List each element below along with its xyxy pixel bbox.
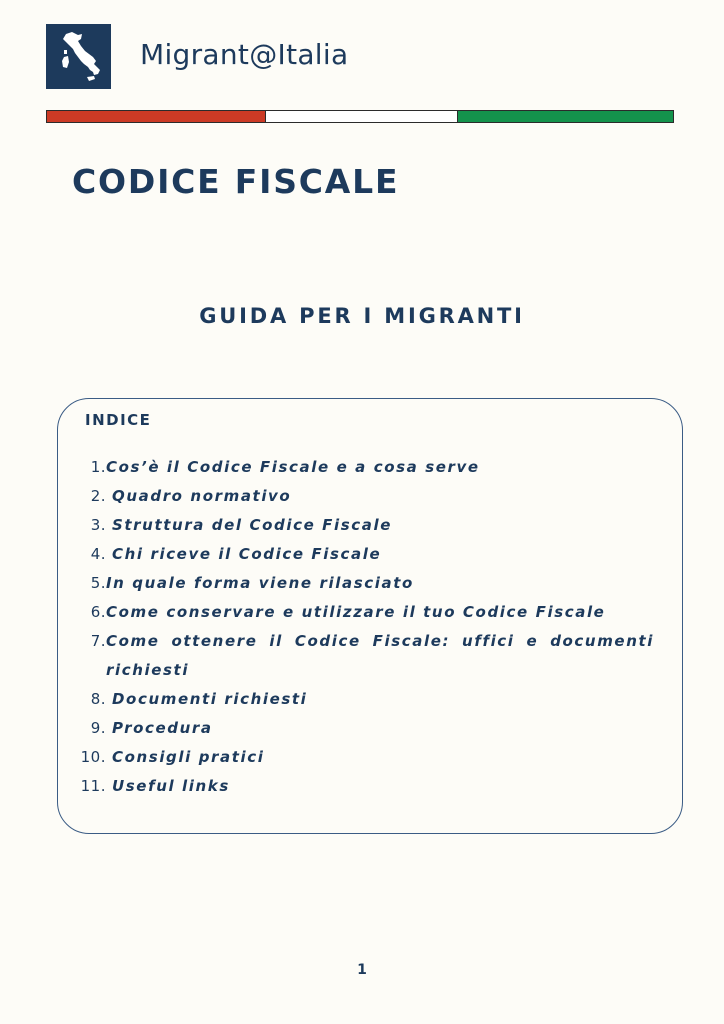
toc-item-text: Consigli pratici — [112, 748, 265, 766]
toc-item-text: Quadro normativo — [112, 487, 292, 505]
brand-name: Migrant@Italia — [140, 38, 349, 71]
toc-item-text: Struttura del Codice Fiscale — [112, 516, 393, 534]
page-number: 1 — [357, 962, 367, 978]
toc-item[interactable] — [74, 511, 654, 540]
toc-item[interactable] — [74, 627, 654, 685]
toc-item[interactable] — [74, 598, 654, 627]
toc-item-number: 10. — [80, 748, 106, 766]
table-of-contents — [57, 398, 683, 834]
toc-item-text: Documenti richiesti — [112, 690, 308, 708]
flag-red-segment — [47, 111, 265, 122]
flag-green-segment — [458, 111, 673, 122]
toc-item[interactable] — [74, 569, 654, 598]
toc-item-number: 2. — [90, 487, 106, 505]
logo — [46, 24, 111, 89]
toc-item-number: 8. — [90, 690, 106, 708]
toc-item[interactable] — [74, 540, 654, 569]
toc-item-number: 6. — [90, 603, 106, 621]
document-subtitle: GUIDA PER I MIGRANTI — [199, 304, 525, 328]
toc-item-number: 3. — [90, 516, 106, 534]
flag-white-segment — [265, 111, 458, 122]
toc-item[interactable] — [74, 714, 654, 743]
toc-item-text: Chi riceve il Codice Fiscale — [112, 545, 382, 563]
toc-item-number: 4. — [90, 545, 106, 563]
italy-map-icon — [54, 30, 104, 84]
toc-item-number: 11. — [80, 777, 106, 795]
toc-item[interactable] — [74, 453, 654, 482]
italian-flag-divider — [46, 110, 674, 123]
toc-item[interactable] — [74, 685, 654, 714]
toc-item-text: Come ottenere il Codice Fiscale: uffici e documenti richiesti — [106, 632, 654, 679]
toc-item[interactable] — [74, 772, 654, 801]
document-title: CODICE FISCALE — [72, 162, 400, 201]
toc-heading: INDICE — [85, 411, 152, 429]
toc-item[interactable] — [74, 482, 654, 511]
toc-item-text: Procedura — [112, 719, 213, 737]
toc-item-number: 1. — [90, 458, 106, 476]
toc-item-number: 9. — [90, 719, 106, 737]
toc-item[interactable] — [74, 743, 654, 772]
toc-item-number: 7. — [90, 632, 106, 650]
toc-item-text: Cos’è il Codice Fiscale e a cosa serve — [106, 458, 480, 476]
toc-item-number: 5. — [90, 574, 106, 592]
toc-item-text: Useful links — [112, 777, 230, 795]
toc-item-text: Come conservare e utilizzare il tuo Codice Fiscale — [106, 603, 606, 621]
toc-list — [74, 453, 654, 801]
toc-item-text: In quale forma viene rilasciato — [106, 574, 414, 592]
